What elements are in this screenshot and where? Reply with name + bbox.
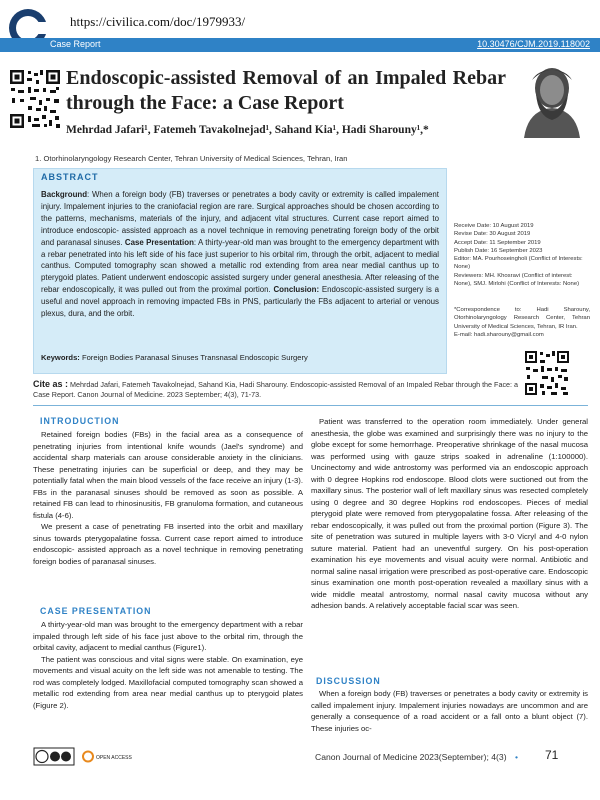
email[interactable]: E-mail: hadi.sharouny@gmail.com <box>454 331 544 338</box>
portrait-icon <box>510 58 594 138</box>
footer-bullet: • <box>514 752 518 762</box>
paragraph: Retained foreign bodies (FBs) in the facial area as a consequence of penetrating injuries from intentional knife wounds (Jael's syndrome) and accidental sharp materials can arouse considerable anxiety in the clinicians. These penetrating injuries can be superficial or deep, and they may be potentially fatal when the main blood vessels of the face receive an injury (1-3). FBs in the paranasal sinuses should be removed as soon as possible. A retained FB can lead to rhinosinusitis, FB granuloma formation, and cutaneous fistula (4-6). <box>33 430 303 520</box>
conclusion-label: Conclusion: <box>273 285 320 295</box>
article-type: Case Report <box>50 39 101 49</box>
conclusion-text: Endoscopic-assisted surgery is a useful and novel approach in removing impacted FBs in PNS, particularly the FBs adjacent to arterial or venous plexus, dura, and the orbit. <box>41 285 439 319</box>
reviewers-info: Reviewers: MH. Khosravi (Conflict of interest: None), SMJ. Mirlohi (Conflict of Interests: None) <box>454 272 580 288</box>
case-label: Case Presentation <box>124 237 194 247</box>
journal-issue: Canon Journal of Medicine 2023(September); 4(3) <box>315 752 507 762</box>
paragraph: We present a case of penetrating FB inserted into the orbit and maxillary sinus towards pterygopalatine fossa. Current case report aimed to introduce endoscopic- assisted approach as a novel technique in removing penetrating foreign bodies of paranasal sinuses. <box>33 522 303 566</box>
background-label: Background <box>41 190 88 199</box>
article-dates <box>454 222 590 288</box>
source-url[interactable]: https://civilica.com/doc/1979933/ <box>70 14 246 29</box>
editor-info: Editor: MA. Pourhoseingholi (Conflict of Interests: None) <box>454 256 583 271</box>
keywords-label: Keywords: <box>41 353 80 362</box>
keywords <box>41 353 308 362</box>
affiliation: 1. Otorhinolaryngology Research Center, Tehran University of Medical Sciences, Tehran, Iran <box>35 154 348 163</box>
surgery-text <box>311 416 588 612</box>
citation <box>33 380 525 399</box>
page-number: 71 <box>545 748 559 762</box>
paragraph: When a foreign body (FB) traverses or penetrates a body cavity or extremity is called impalement injury. Impalement injuries nowadays are uncommon and are generally a consequence of a road accident or a fall onto a blunt object (7). These injuries oc- <box>311 689 588 733</box>
qr-code-icon <box>524 350 570 396</box>
accept-date: Accept Date: 11 September 2019 <box>454 239 541 246</box>
case-presentation-text <box>33 619 303 711</box>
background-text: : When a foreign body (FB) traverses or penetrates a body cavity or extremity is called impalement injury. Impalement injuries to the craniofacial region are rare. Surgical approaches should be chosen according to the patterns, mechanisms, materials of the injury, and adjacent vital structures. Current case report aimed to introduce endoscopic- assisted approach as a novel technique in removing penetrating foreign body of the orbit and paranasal sinuses. <box>41 190 439 247</box>
cite-label: Cite as : <box>33 379 69 389</box>
paragraph: Patient was transferred to the operation room immediately. Under general anesthesia, the globe was examined and surprisingly there was no injury to the globe except for some hemorrhage. Preoperative shrinkage of the nasal mucosa was performed using with gauze strips soaked in adrenaline (1:100000). Uncinectomy and wide antrostomy was performed via an endoscopic approach with 0 degree Hopkins rod endoscope. Blood clots were suctioned out from the maxillary sinus. The posterior wall of left maxillary sinus was resected completely using 0 degree and 30 degree Hopkins rod endoscopes. Pieces of medial pterygoid plate were removed from pterygopalatine fossa. After releasing of the rebar endoscopically, it was pulled out from the proximal portion (Figure 3). The site of penetration was sutured in multiple layers with 3-0 Vicryl and 4-0 nylon suture material. Patient had an uneventful surgery. On his post-operation examination his eye movements and visual acuity were normal. Antibiotic and normal saline nasal irrigation were prescribed as post-operative care. Endoscopic sinus examination one month post-operation revealed a maxillary sinus with a wide middle meatal antrostomy, normal nasal cavity mucosa without any adhesion bands. A relatively acceptable facial scar was seen. <box>311 417 588 610</box>
qr-code-icon <box>8 68 62 130</box>
keywords-text: Foreign Bodies Paranasal Sinuses Transnasal Endoscopic Surgery <box>79 353 308 362</box>
abstract-heading: ABSTRACT <box>41 172 99 182</box>
open-access-label: OPEN ACCESS <box>96 755 132 761</box>
introduction-text <box>33 429 303 567</box>
doi-link[interactable]: 10.30476/CJM.2019.118002 <box>477 39 590 49</box>
case-text: : A thirty-year-old man was brought to the emergency department with a rebar penetrated into his left side of his face just superior to his orbital rim, through the orbit, adjacent to medial canthus. Computed tomography scan showed a metallic rod extending from area near medial canthus up to pterygoid plates. Patient underwent endoscopic assisted surgery under general anesthesia. After releasing of the rebar endoscopically, it was pulled out from the proximal portion. <box>41 237 440 295</box>
abstract-body <box>41 189 439 320</box>
receive-date: Receive Date: 10 August 2019 <box>454 223 534 229</box>
paragraph: The patient was conscious and vital signs were stable. On examination, eye movements and visual acuity on the left side was not amenable to testing. The rod was completely lodged. Maxillofacial computed tomography scan showed a metallic rod extending from area near medial canthus up to pterygoid plates (Figure 2). <box>33 654 303 710</box>
authors: Mehrdad Jafari¹, Fatemeh Tavakolnejad¹, Sahand Kia¹, Hadi Sharouny¹,* <box>66 124 429 136</box>
section-heading-case-presentation: CASE PRESENTATION <box>40 606 152 616</box>
paragraph: A thirty-year-old man was brought to the emergency department with a rebar impaled through left side of his face just above to the orbital rim, through the orbital cavity, adjacent to medial canthus (Figure1). <box>33 620 303 652</box>
section-heading-discussion: DISCUSSION <box>316 676 381 686</box>
correspondence-text: *Correspondence to: Hadi Sharouny, Otorhinolaryngology Research Center, Tehran University of Medical Sciences, Tehran, IR Iran. <box>454 307 590 330</box>
divider <box>33 405 588 406</box>
open-access-license-icon <box>34 748 132 765</box>
revise-date: Revise Date: 30 August 2019 <box>454 231 531 238</box>
article-title: Endoscopic-assisted Removal of an Impaled Rebar through the Face: a Case Report <box>66 67 506 114</box>
section-heading-introduction: INTRODUCTION <box>40 416 120 426</box>
publish-date: Publish Date: 16 September 2023 <box>454 247 543 254</box>
discussion-text <box>311 688 588 734</box>
journal-footer <box>315 752 518 762</box>
correspondence <box>454 306 590 339</box>
cite-text: Mehrdad Jafari, Fatemeh Tavakolnejad, Sahand Kia, Hadi Sharouny. Endoscopic-assisted Removal of an Impaled Rebar through the Face: a Case Report. Canon Journal of Medicine. 2023 September; 4(3), 71-73. <box>33 380 519 399</box>
